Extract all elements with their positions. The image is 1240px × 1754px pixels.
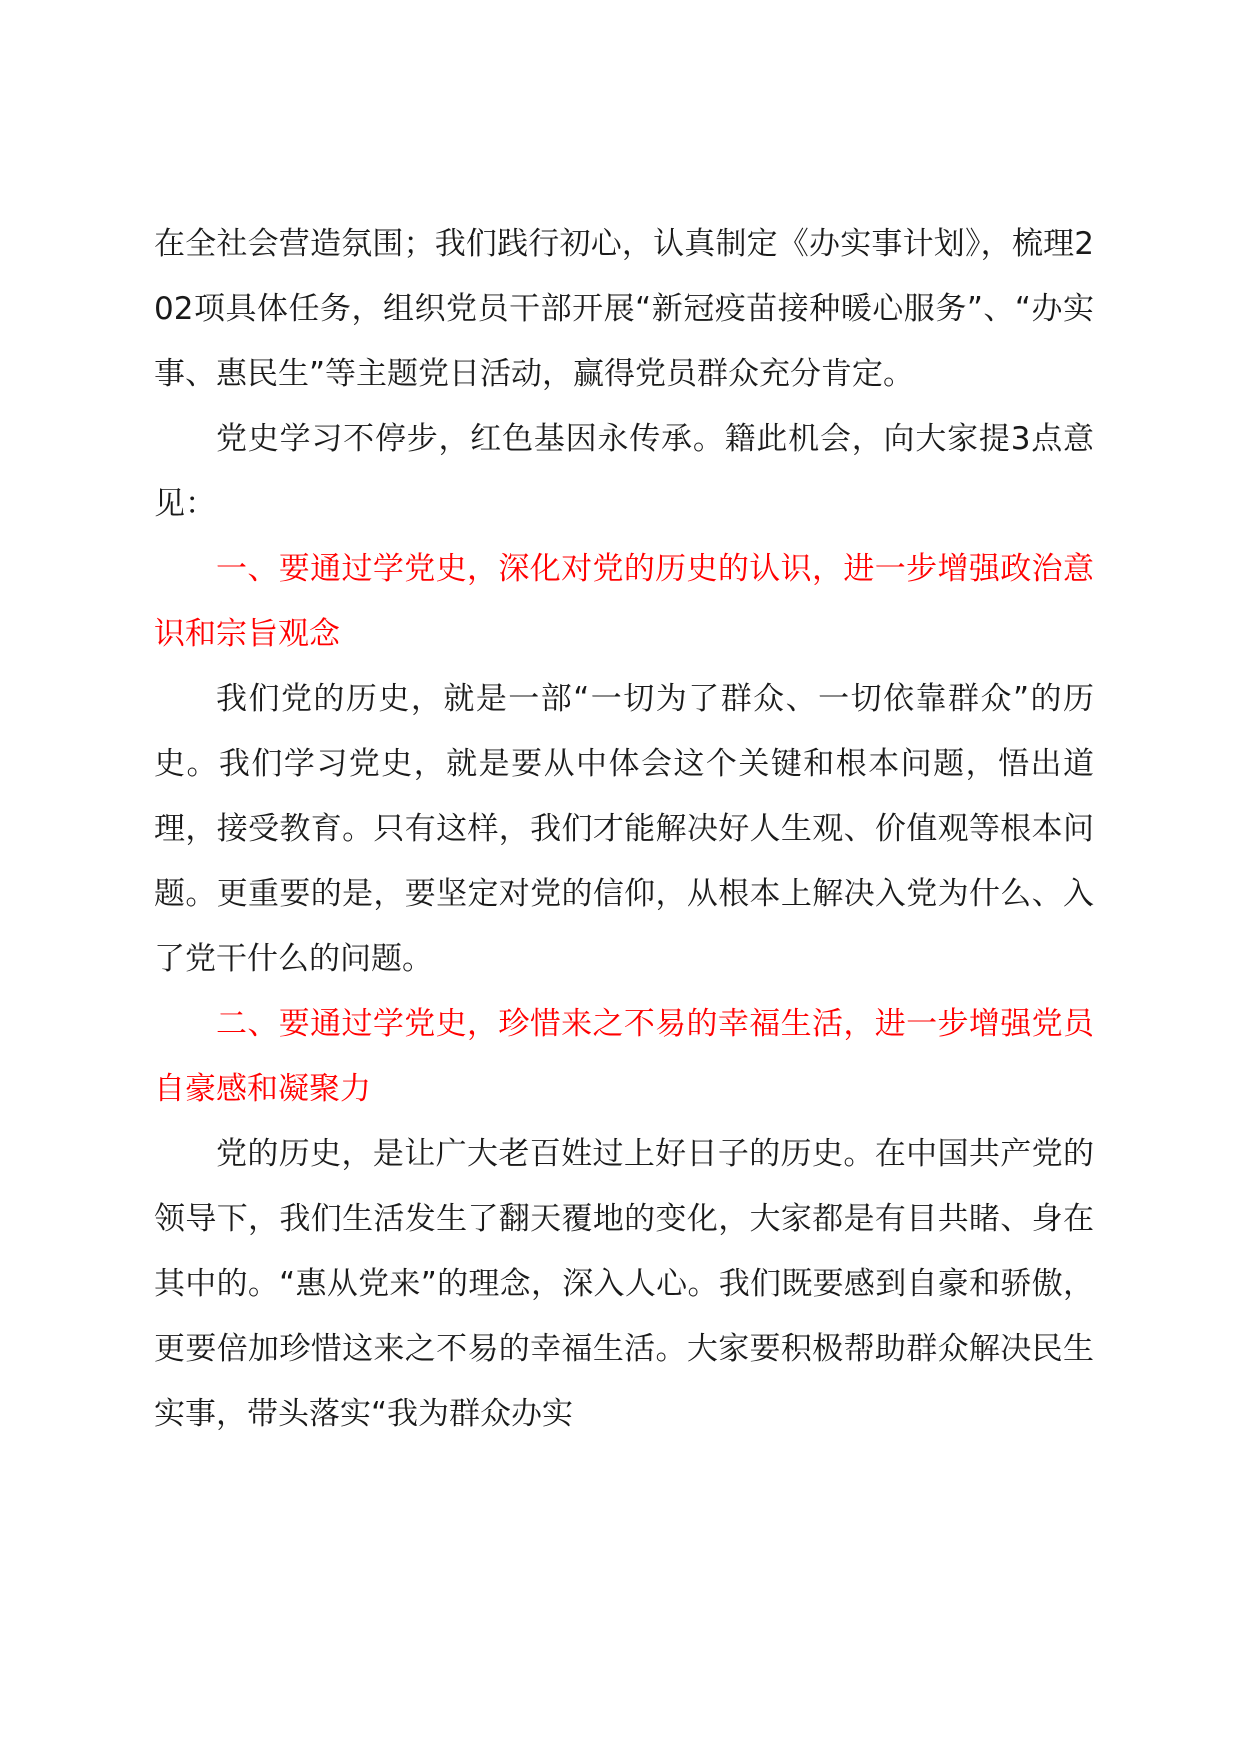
- document-body: [154, 212, 1094, 1447]
- paragraph-body-4: 党的历史，是让广大老百姓过上好日子的历史。在中国共产党的领导下，我们生活发生了翻天覆地的变化，大家都是有目共睹、身在其中的。“惠从党来”的理念，深入人心。我们既要感到自豪和骄傲，更要倍加珍惜这来之不易的幸福生活。大家要积极帮助群众解决民生实事，带头落实“我为群众办实: [154, 1136, 1094, 1432]
- paragraph-body-3: 我们党的历史，就是一部“一切为了群众、一切依靠群众”的历史。我们学习党史，就是要从中体会这个关键和根本问题，悟出道理，接受教育。只有这样，我们才能解决好人生观、价值观等根本问题。更重要的是，要坚定对党的信仰，从根本上解决入党为什么、入了党干什么的问题。: [154, 681, 1094, 977]
- paragraph-body-1: 在全社会营造氛围；我们践行初心，认真制定《办实事计划》，梳理202项具体任务，组织党员干部开展“新冠疫苗接种暖心服务”、“办实事、惠民生”等主题党日活动，赢得党员群众充分肯定。: [154, 226, 1094, 392]
- paragraph-body-2: 党史学习不停步，红色基因永传承。籍此机会，向大家提3点意见：: [154, 421, 1094, 522]
- section-heading-2: 二、要通过学党史，珍惜来之不易的幸福生活，进一步增强党员自豪感和凝聚力: [154, 1006, 1094, 1107]
- section-heading-1: 一、要通过学党史，深化对党的历史的认识，进一步增强政治意识和宗旨观念: [154, 551, 1094, 652]
